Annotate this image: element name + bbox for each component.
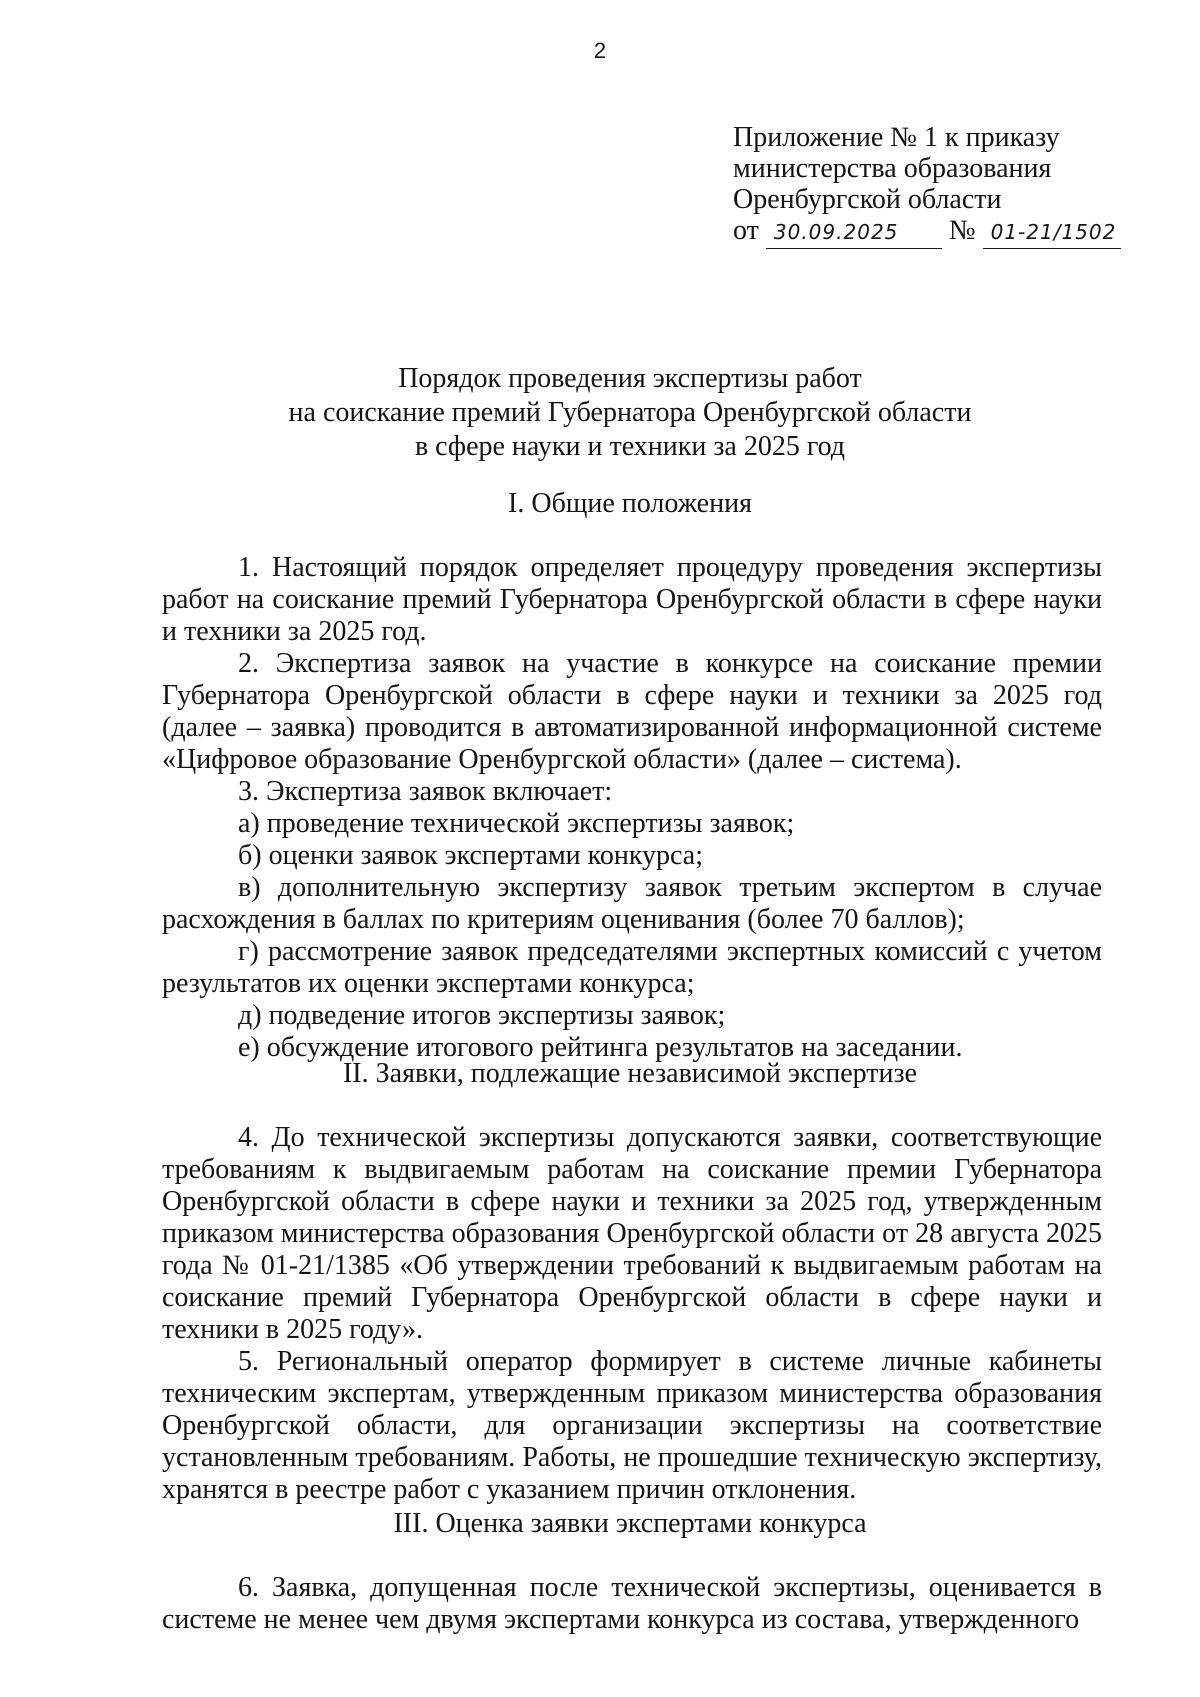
page-number: 2	[593, 38, 607, 63]
title-line-2: на соискание премий Губернатора Оренбургской области	[288, 397, 972, 428]
title-line-1: Порядок проведения экспертизы работ	[398, 363, 862, 394]
paragraph-6: 6. Заявка, допущенная после технической экспертизы, оценивается в системе не менее чем двумя экспертами конкурса из состава, утвержденного	[162, 1572, 1102, 1635]
annex-line-2: министерства образования	[733, 153, 1052, 184]
annex-line-1: Приложение № 1 к приказу	[733, 122, 1060, 153]
list-item-e: д) подведение итогов экспертизы заявок;	[238, 1000, 726, 1031]
annex-date-number-line	[733, 215, 1153, 249]
section-3-body	[162, 1572, 1102, 1636]
list-item-b: б) оценки заявок экспертами конкурса;	[238, 840, 704, 871]
list-item-f: е) обсуждение итогового рейтинга результатов на заседании.	[238, 1032, 963, 1063]
section-heading-1: I. Общие положения	[508, 488, 752, 519]
list-item-c: в) дополнительную экспертизу заявок третьим экспертом в случае расхождения в баллах по критериям оценивания (более 70 баллов);	[162, 872, 1102, 935]
paragraph-1: 1. Настоящий порядок определяет процедуру проведения экспертизы работ на соискание премий Губернатора Оренбургской области в сфере науки и техники за 2025 год.	[162, 552, 1102, 647]
paragraph-3: 3. Экспертиза заявок включает:	[238, 776, 613, 807]
section-1-body	[162, 552, 1102, 1064]
handwritten-date: 30.09.2025	[766, 217, 942, 249]
paragraph-2: 2. Экспертиза заявок на участие в конкурсе на соискание премии Губернатора Оренбургской области в сфере науки и техники за 2025 год (далее – заявка) проводится в автоматизированной информационной системе «Цифровое образование Оренбургской области» (далее – система).	[162, 648, 1102, 775]
section-heading-2: II. Заявки, подлежащие независимой экспертизе	[342, 1058, 918, 1089]
paragraph-5: 5. Региональный оператор формирует в системе личные кабинеты техническим экспертам, утвержденным приказом министерства образования Оренбургской области, для организации экспертизы на соответствие установленным требованиям. Работы, не прошедшие техническую экспертизу, хранятся в реестре работ с указанием причин отклонения.	[162, 1346, 1102, 1505]
list-item-a: а) проведение технической экспертизы заявок;	[238, 808, 795, 839]
annex-header	[733, 122, 1153, 249]
section-2-body	[162, 1122, 1102, 1506]
list-item-d: г) рассмотрение заявок председателями экспертных комиссий с учетом результатов их оценки экспертами конкурса;	[162, 936, 1102, 999]
handwritten-number: 01-21/1502	[983, 217, 1121, 249]
from-label: от	[733, 215, 759, 246]
section-heading-3: III. Оценка заявки экспертами конкурса	[393, 1508, 867, 1539]
annex-line-3: Оренбургской области	[733, 184, 1002, 215]
paragraph-4: 4. До технической экспертизы допускаются заявки, соответствующие требованиям к выдвигаемым работам на соискание премии Губернатора Оренбургской области в сфере науки и техники за 2025 год, утвержденным приказом министерства образования Оренбургской области от 28 августа 2025 года № 01-21/1385 «Об утверждении требований к выдвигаемым работам на соискание премий Губернатора Оренбургской области в сфере науки и техники в 2025 году».	[162, 1122, 1102, 1345]
document-title	[130, 362, 1130, 464]
title-line-3: в сфере науки и техники за 2025 год	[414, 431, 846, 462]
number-label: №	[948, 215, 976, 246]
